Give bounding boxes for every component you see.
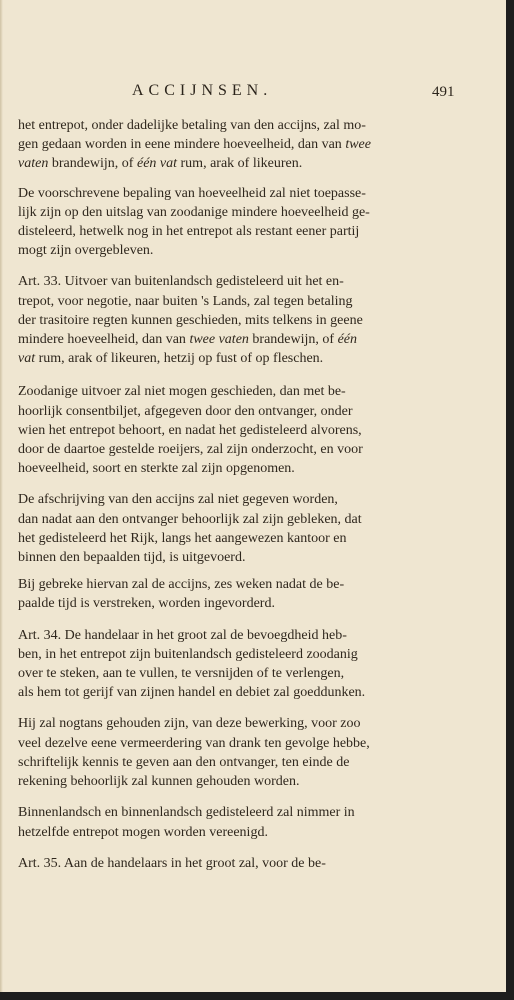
text-line: ben, in het entrepot zijn buitenlandsch gedisteleerd zoodanig [18, 646, 358, 662]
paragraph [18, 626, 408, 703]
gutter-shadow [0, 0, 3, 992]
text-line: gen gedaan worden in eene mindere hoeveelheid, dan van twee [18, 137, 371, 153]
page-header [0, 82, 506, 106]
text-line: hetzelfde entrepot mogen worden vereenigd. [18, 824, 268, 840]
text-line: Art. 33. Uitvoer van buitenlandsch gedisteleerd uit het en- [18, 274, 344, 290]
paragraph [18, 116, 408, 174]
paragraph [18, 803, 408, 841]
text-line: mindere hoeveelheid, dan van twee vaten brandewijn, of één [18, 332, 358, 348]
paragraph [18, 382, 408, 478]
page-number: 491 [432, 84, 455, 100]
text-line: De afschrijving van den accijns zal niet gegeven worden, [18, 492, 338, 508]
text-line: dan nadat aan den ontvanger behoorlijk zal zijn gebleken, dat [18, 511, 362, 527]
paragraph-gap [18, 260, 408, 272]
paragraph [18, 854, 408, 873]
text-line: mogt zijn overgebleven. [18, 243, 154, 259]
text-line: schriftelijk kennis te geven aan den ontvanger, ten einde de [18, 754, 350, 770]
text-line: vaten brandewijn, of één vat rum, arak of likeuren. [18, 156, 303, 172]
text-line: binnen den bepaalden tijd, is uitgevoerd. [18, 550, 246, 566]
text-line: over te steken, aan te vullen, te versnijden of te verlengen, [18, 666, 345, 682]
text-line: Zoodanige uitvoer zal niet mogen geschieden, dan met be- [18, 384, 346, 400]
text-line: hoorlijk consentbiljet, afgegeven door den ontvanger, onder [18, 403, 353, 419]
paragraph-gap [18, 478, 408, 490]
running-title: ACCIJNSEN. [132, 82, 273, 99]
italic-term: één [337, 332, 358, 348]
text-line: veel dezelve eene vermeerdering van drank ten gevolge hebbe, [18, 735, 370, 751]
paragraph-gap [18, 567, 408, 575]
text-line: als hem tot gerijf van zijnen handel en debiet zal goeddunken. [18, 685, 366, 701]
text-line: het gedisteleerd het Rijk, langs het aangewezen kantoor en [18, 530, 347, 546]
page-body [18, 116, 408, 873]
paragraph [18, 490, 408, 567]
text-line: Bij gebreke hiervan zal de accijns, zes weken nadat de be- [18, 577, 345, 593]
text-line: paalde tijd is verstreken, worden ingevorderd. [18, 596, 275, 612]
paragraph-gap [18, 174, 408, 184]
text-line: door de daartoe gestelde roeijers, zal zijn onderzocht, en voor [18, 442, 363, 458]
text-line: De voorschrevene bepaling van hoeveelheid zal niet toepasse- [18, 185, 366, 201]
paragraph-gap [18, 368, 408, 382]
text-line: der trasitoire regten kunnen geschieden, mits telkens in geene [18, 312, 363, 328]
text-line: het entrepot, onder dadelijke betaling van den accijns, zal mo- [18, 118, 366, 133]
italic-term: twee vaten [189, 332, 249, 348]
text-line: hoeveelheid, soort en sterkte zal zijn opgenomen. [18, 461, 295, 477]
italic-term: één vat [136, 156, 178, 172]
text-line: lijk zijn op den uitslag van zoodanige mindere hoeveelheid ge- [18, 204, 370, 220]
italic-term: vat [18, 351, 36, 367]
italic-term: twee [345, 137, 371, 153]
text-line: vat rum, arak of likeuren, hetzij op fust of op fleschen. [18, 351, 324, 367]
paragraph [18, 272, 408, 368]
text-line: trepot, voor negotie, naar buiten 's Lands, zal tegen betaling [18, 293, 353, 309]
paragraph [18, 575, 408, 613]
text-line: wien het entrepot behoort, en nadat het gedisteleerd alvorens, [18, 422, 362, 438]
italic-term: vaten [18, 156, 49, 172]
text-line: disteleerd, hetwelk nog in het entrepot als restant eener partij [18, 224, 360, 240]
paragraph-gap [18, 842, 408, 854]
paragraph-gap [18, 702, 408, 714]
paragraph-gap [18, 614, 408, 626]
text-line: rekening behoorlijk zal kunnen gehouden worden. [18, 774, 300, 790]
text-line: Art. 35. Aan de handelaars in het groot zal, voor de be- [18, 855, 326, 871]
text-line: Binnenlandsch en binnenlandsch gedisteleerd zal nimmer in [18, 805, 355, 821]
text-line: Hij zal nogtans gehouden zijn, van deze bewerking, voor zoo [18, 716, 361, 732]
text-line: Art. 34. De handelaar in het groot zal de bevoegdheid heb- [18, 627, 347, 643]
paragraph [18, 714, 408, 791]
paragraph-gap [18, 791, 408, 803]
paragraph [18, 184, 408, 261]
